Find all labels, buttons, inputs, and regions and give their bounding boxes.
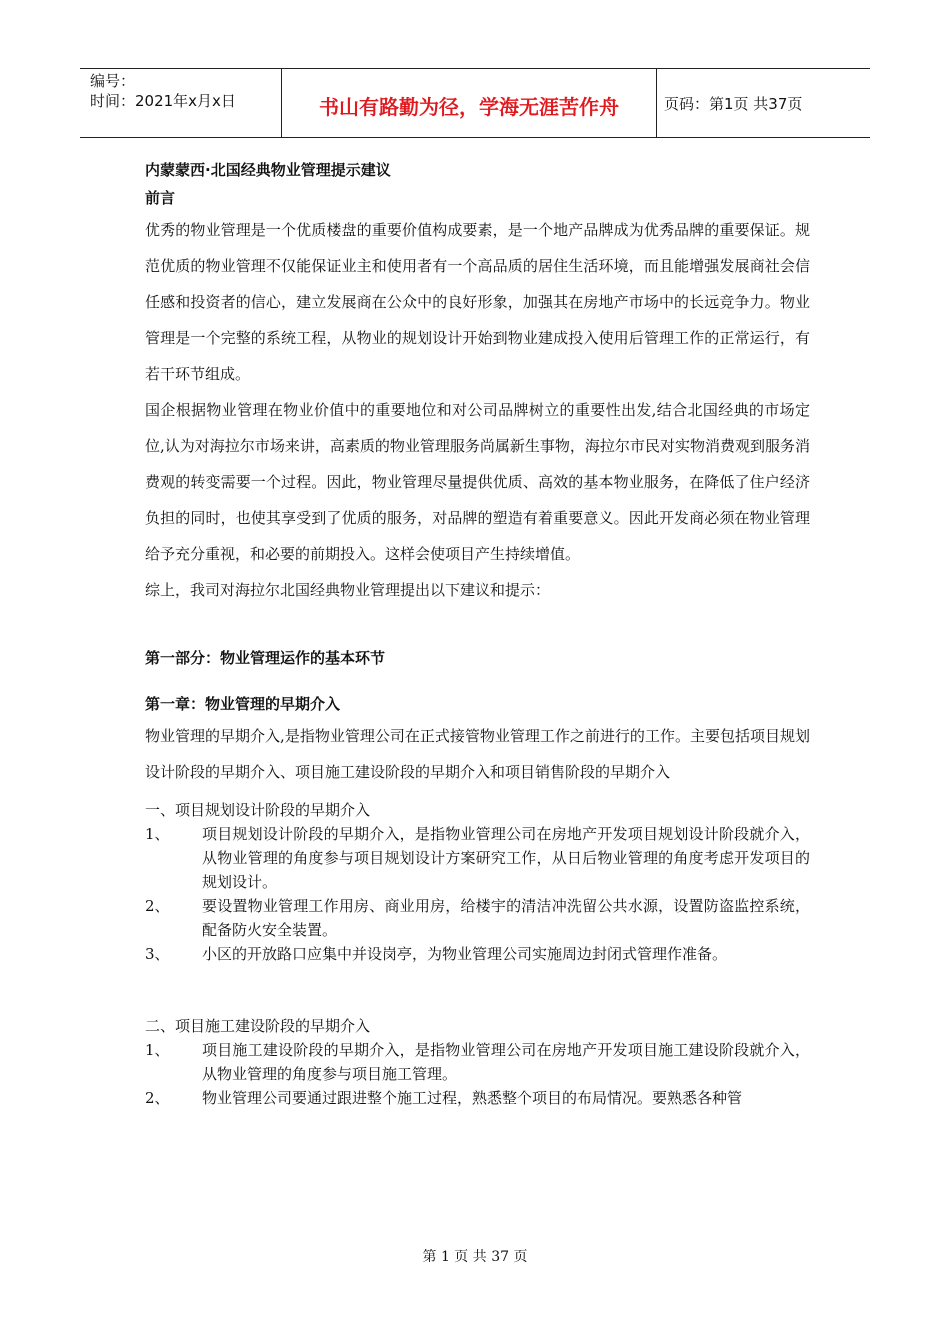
header-page-cell	[656, 69, 870, 137]
list-item-number: 1、	[145, 1041, 170, 1059]
list-item-text: 要设置物业管理工作用房、商业用房，给楼宇的清洁冲洗留公共水源，设置防盗监控系统，配备防火安全装置。	[202, 897, 810, 939]
chapter-intro: 物业管理的早期介入,是指物业管理公司在正式接管物业管理工作之前进行的工作。主要包括项目规划设计阶段的早期介入、项目施工建设阶段的早期介入和项目销售阶段的早期介入	[145, 727, 810, 781]
list-item-text: 项目规划设计阶段的早期介入，是指物业管理公司在房地产开发项目规划设计阶段就介入，从物业管理的角度参与项目规划设计方案研究工作，从日后物业管理的角度考虑开发项目的规划设计。	[202, 825, 810, 891]
document-title: 内蒙蒙西·北国经典物业管理提示建议	[145, 161, 391, 179]
list-item-number: 1、	[145, 825, 170, 843]
preface-paragraph-2: 国企根据物业管理在物业价值中的重要地位和对公司品牌树立的重要性出发,结合北国经典的市场定位,认为对海拉尔市场来讲，高素质的物业管理服务尚属新生事物，海拉尔市民对实物消费观到服务消费观的转变需要一个过程。因此，物业管理尽量提供优质、高效的基本物业服务，在降低了住户经济负担的同时，也使其享受到了优质的服务，对品牌的塑造有着重要意义。因此开发商必须在物业管理给予充分重视，和必要的前期投入。这样会使项目产生持续增值。	[145, 401, 810, 563]
preface-paragraph-1: 优秀的物业管理是一个优质楼盘的重要价值构成要素，是一个地产品牌成为优秀品牌的重要保证。规范优质的物业管理不仅能保证业主和使用者有一个高品质的居住生活环境，而且能增强发展商社会信任感和投资者的信心，建立发展商在公众中的良好形象，加强其在房地产市场中的长远竞争力。物业管理是一个完整的系统工程，从物业的规划设计开始到物业建成投入使用后管理工作的正常运行，有若干环节组成。	[145, 221, 810, 383]
list-item-text: 小区的开放路口应集中并设岗亭，为物业管理公司实施周边封闭式管理作准备。	[202, 945, 728, 963]
page-footer: 第 1 页 共 37 页	[422, 1249, 528, 1265]
document-header	[80, 68, 870, 138]
list-item-text: 项目施工建设阶段的早期介入，是指物业管理公司在房地产开发项目施工建设阶段就介入，从物业管理的角度参与项目施工管理。	[202, 1041, 810, 1083]
chapter-heading: 第一章：物业管理的早期介入	[145, 695, 341, 713]
list-item	[145, 822, 810, 894]
list-item-number: 2、	[145, 897, 170, 915]
part-heading: 第一部分：物业管理运作的基本环节	[145, 649, 386, 667]
list-item	[145, 1086, 810, 1110]
header-motto-cell	[281, 69, 657, 137]
list-item-number: 3、	[145, 945, 170, 963]
header-meta-cell	[80, 69, 280, 137]
list-item	[145, 942, 810, 966]
document-body	[145, 156, 810, 1110]
document-time-label: 时间：2021年x月x日	[90, 92, 236, 110]
preface-paragraph-3: 综上，我司对海拉尔北国经典物业管理提出以下建议和提示：	[145, 581, 551, 599]
header-motto: 书山有路勤为径，学海无涯苦作舟	[319, 95, 619, 119]
list-item-number: 2、	[145, 1089, 170, 1107]
header-page-info: 页码：第1页 共37页	[664, 95, 803, 113]
preface-heading: 前言	[145, 189, 176, 207]
list-item	[145, 894, 810, 942]
document-number-label: 编号：	[90, 72, 136, 90]
list-item	[145, 1038, 810, 1086]
section-heading-planning: 一、项目规划设计阶段的早期介入	[145, 801, 371, 819]
section-heading-construction: 二、项目施工建设阶段的早期介入	[145, 1017, 371, 1035]
list-item-text: 物业管理公司要通过跟进整个施工过程，熟悉整个项目的布局情况。要熟悉各种管	[202, 1089, 743, 1107]
